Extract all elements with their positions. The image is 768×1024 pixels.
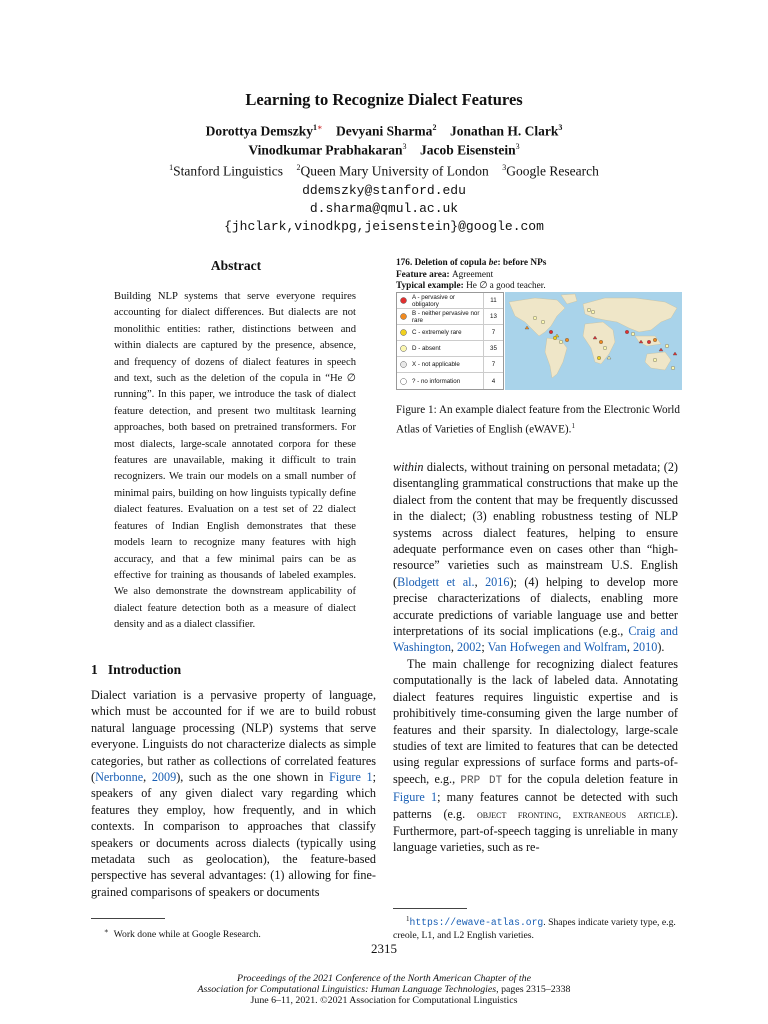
legend-row [397, 341, 503, 357]
map-marker [565, 338, 569, 342]
caption-text: Figure 1: An example dialect feature from the Electronic World Atlas of Varieties of English (eWAVE). [396, 404, 680, 436]
affil-sup: 3 [502, 163, 507, 172]
body-text: ). Furthermore, part-of-speech tagging is unreliable in many language varieties, such as re- [393, 806, 678, 855]
fig-label: Feature area: [396, 269, 452, 280]
legend-count: 4 [483, 373, 503, 389]
author-name: Jonathan H. Clark [449, 123, 559, 139]
proceedings-footer-line: June 6–11, 2021. ©2021 Association for Computational Linguistics [250, 995, 518, 1006]
footnote-mark: 1 [406, 915, 410, 923]
fig-label: Typical example: [396, 281, 467, 291]
proceedings-footer-line [0, 984, 768, 996]
footnote-rule [393, 908, 467, 909]
map-marker [597, 356, 601, 360]
abstract-text: Building NLP systems that serve everyone requires accounting for dialect differences. But dialects are not monolithic entities: rather, distinctions between and within dialects are captured by the presence, absence, and frequency of dozens of dialect features in speech and text, such as the deletion of the copula in “He ∅ running”. In this paper, we introduce the task of dialect feature detection, and present two multitask learning approaches, both based on pretrained transformers. For most dialects, large-scale annotated corpora for these features are unavailable, making it difficult to train recognizers. We train our models on a small number of minimal pairs, building on how linguists typically define dialect features. Evaluation on a test set of 22 dialect features of Indian English demonstrates that these models learn to recognize many features with high accuracy, and that a few minimal pairs can be as effective for training as thousands of labeled examples. We also demonstrate the downstream applicability of dialect feature detection both as a measure of dialect density and as a dialect classifier. [114, 291, 356, 631]
legend-label: D - absent [412, 345, 441, 352]
author-name: Devyani Sharma [336, 123, 433, 139]
author-line-2 [0, 142, 768, 159]
affiliation: Google Research [506, 163, 599, 179]
affil-sup: 2 [296, 163, 301, 172]
email-line: {jhclark,vinodkpg,jeisenstein}@google.com [224, 219, 544, 234]
section-heading [91, 662, 181, 678]
map-marker [541, 320, 545, 324]
footnote-text: . Shapes indicate variety type, e.g. creole, L1, and L2 English varieties. [393, 917, 676, 942]
author-name: Jacob Eisenstein [420, 142, 516, 158]
citation-link[interactable]: Craig and Washington [393, 624, 678, 655]
circle-marker-icon [397, 361, 410, 368]
fig-value: He ∅ a good teacher. [466, 281, 546, 291]
intro-right-column [393, 459, 678, 856]
body-text: ). [657, 640, 665, 655]
map-marker [647, 340, 651, 344]
map-marker [625, 330, 629, 334]
footer-venue: Association for Computational Linguistics: Human Language Technologies [197, 984, 497, 995]
figure-link[interactable]: Figure 1 [393, 790, 438, 805]
citation-link[interactable]: 2010 [632, 640, 658, 655]
figure-1 [396, 258, 682, 394]
map-marker [653, 358, 657, 362]
map-marker [533, 316, 537, 320]
affiliation: Stanford Linguistics [173, 163, 284, 179]
paper-title: Learning to Recognize Dialect Features [245, 90, 523, 109]
footnote-ref[interactable]: 1 [571, 421, 575, 430]
map-marker [587, 308, 591, 312]
legend-count: 35 [483, 341, 503, 356]
footnote-rule [91, 918, 165, 919]
world-map [505, 292, 682, 390]
author-affil-sup: 3 [558, 123, 563, 132]
fig-text: : before NPs [497, 258, 547, 268]
body-text: dialects, without training on personal metadata; (2) disentangling grammatical constructions that make up the dialect from the content that may be frequently discussed in the dialect; (3) enabling robustness testing of NLP systems across dialect features, helping to ensure adequate performance even on cases other than “high-resource” varieties such as mainstream U.S. English ( [393, 460, 678, 589]
map-marker [549, 330, 553, 334]
body-text: ; many features cannot be detected with such patterns (e.g. [393, 790, 679, 821]
email-line: d.sharma@qmul.ac.uk [309, 201, 459, 216]
map-marker [559, 340, 563, 344]
map-marker [631, 332, 635, 336]
section-title: Introduction [107, 662, 182, 677]
figure-typical-example [396, 281, 682, 293]
author-name: Vinodkumar Prabhakaran [248, 142, 403, 158]
body-text: Dialect variation is a pervasive property of language, which must be accounted for if we are to build robust natural language processing (NLP) systems that serve everyone. Linguists do not characterize dialects as simple categories, but rather as collections of correlated features ( [91, 688, 376, 785]
affiliations [0, 163, 768, 180]
small-caps-text: object fronting, extraneous article [477, 808, 671, 821]
circle-marker-icon [397, 313, 410, 320]
legend-row [397, 309, 503, 325]
legend-label: C - extremely rare [412, 329, 462, 336]
figure-feature-area [396, 270, 682, 282]
fig-value: Agreement [451, 269, 494, 280]
circle-marker-icon [397, 329, 410, 336]
legend-label: ? - no information [412, 377, 461, 385]
affil-sup: 1 [169, 163, 174, 172]
body-text: for the copula deletion feature in [502, 771, 678, 786]
legend-row [397, 373, 503, 389]
legend-label: A - pervasive or obligatory [412, 293, 455, 308]
author-affil-sup: 2 [432, 123, 437, 132]
legend-count: 7 [483, 325, 503, 340]
footnote-right [393, 913, 680, 942]
footnote-url-link[interactable]: https://ewave-atlas.org [409, 917, 544, 929]
intro-left-column [91, 687, 376, 900]
legend-row [397, 357, 503, 373]
fig-text: be [488, 258, 498, 268]
footnote-mark: ∗ [104, 927, 109, 935]
code-text: PRP DT [460, 774, 503, 787]
map-marker [599, 340, 603, 344]
section-number: 1 [91, 662, 98, 677]
map-marker [603, 346, 607, 350]
email-line: ddemszky@stanford.edu [302, 183, 466, 198]
map-legend [396, 292, 504, 390]
body-text: ); (4) helping to develop more precise characterizations of dialects, enabling more accurate predictions of variable language use and better interpretations of its social implications (e.g., [393, 574, 678, 639]
footnote-left [104, 925, 374, 941]
map-marker [591, 310, 595, 314]
body-text: , [143, 770, 152, 785]
body-text: within [393, 460, 424, 474]
author-line-1 [0, 122, 768, 140]
footnote-text: Work done while at Google Research. [113, 929, 261, 941]
map-marker [671, 366, 675, 370]
circle-marker-icon [397, 297, 410, 304]
map-marker [653, 338, 657, 342]
body-text: The main challenge for recognizing dialect features computationally is the lack of labeled data. Annotating dialect features requires linguistic expertise and is prohibitively time-consuming given the large number of features and their sparsity. In dialectology, large-scale studies of text are limited to features that can be detected using regular expressions of surface forms and parts-of-speech, e.g., [393, 656, 678, 786]
body-text: , [474, 574, 486, 589]
citation-link[interactable]: Blodgett et al. [397, 574, 475, 589]
body-text: ; speakers of any given dialect vary regarding which features they employ, how frequently, and in which contexts. In comparison to approaches that classify speakers or documents across dialects (typically using metadata such as geolocation), the feature-based perspective has several advantages: (1) allowing for fine-grained comparisons of speakers or documents [91, 770, 377, 899]
map-marker [665, 344, 669, 348]
author-affil-sup: 3 [515, 142, 520, 151]
abstract-heading: Abstract [210, 258, 262, 273]
body-text: ; [481, 640, 488, 655]
legend-label: X - not applicable [412, 361, 460, 368]
circle-marker-icon [397, 345, 410, 352]
legend-row [397, 293, 503, 309]
footnote-mark[interactable]: ∗ [317, 123, 323, 132]
proceedings-footer-line: Proceedings of the 2021 Conference of the North American Chapter of the [237, 973, 531, 984]
figure-caption [396, 403, 680, 438]
body-text: , [626, 640, 633, 655]
citation-link[interactable]: Van Hofwegen and Wolfram [487, 640, 627, 655]
body-text: , [450, 640, 458, 655]
affiliation: Queen Mary University of London [300, 163, 489, 179]
author-affil-sup: 3 [402, 142, 407, 151]
legend-label: B - neither pervasive nor rare [412, 309, 480, 324]
legend-count: 13 [483, 309, 503, 324]
author-affil-sup: 1 [313, 123, 318, 132]
fig-text: 176. Deletion of copula [396, 258, 489, 268]
circle-marker-icon [397, 378, 410, 385]
legend-count: 11 [483, 293, 503, 308]
body-text: ), such as the one shown in [176, 770, 330, 785]
citation-link[interactable]: 2009 [151, 770, 177, 785]
figure-feature-title [396, 258, 682, 270]
author-name: Dorottya Demszky [205, 123, 314, 139]
footer-pages: , pages 2315–2338 [496, 984, 571, 995]
page-number: 2315 [371, 941, 397, 956]
legend-count: 7 [483, 357, 503, 372]
paragraph [393, 656, 678, 856]
figure-link[interactable]: Figure 1 [329, 770, 373, 785]
citation-link[interactable]: 2002 [457, 640, 482, 655]
legend-row [397, 325, 503, 341]
map-marker [553, 336, 557, 340]
citation-link[interactable]: Nerbonne [95, 770, 144, 785]
citation-link[interactable]: 2016 [485, 574, 510, 589]
